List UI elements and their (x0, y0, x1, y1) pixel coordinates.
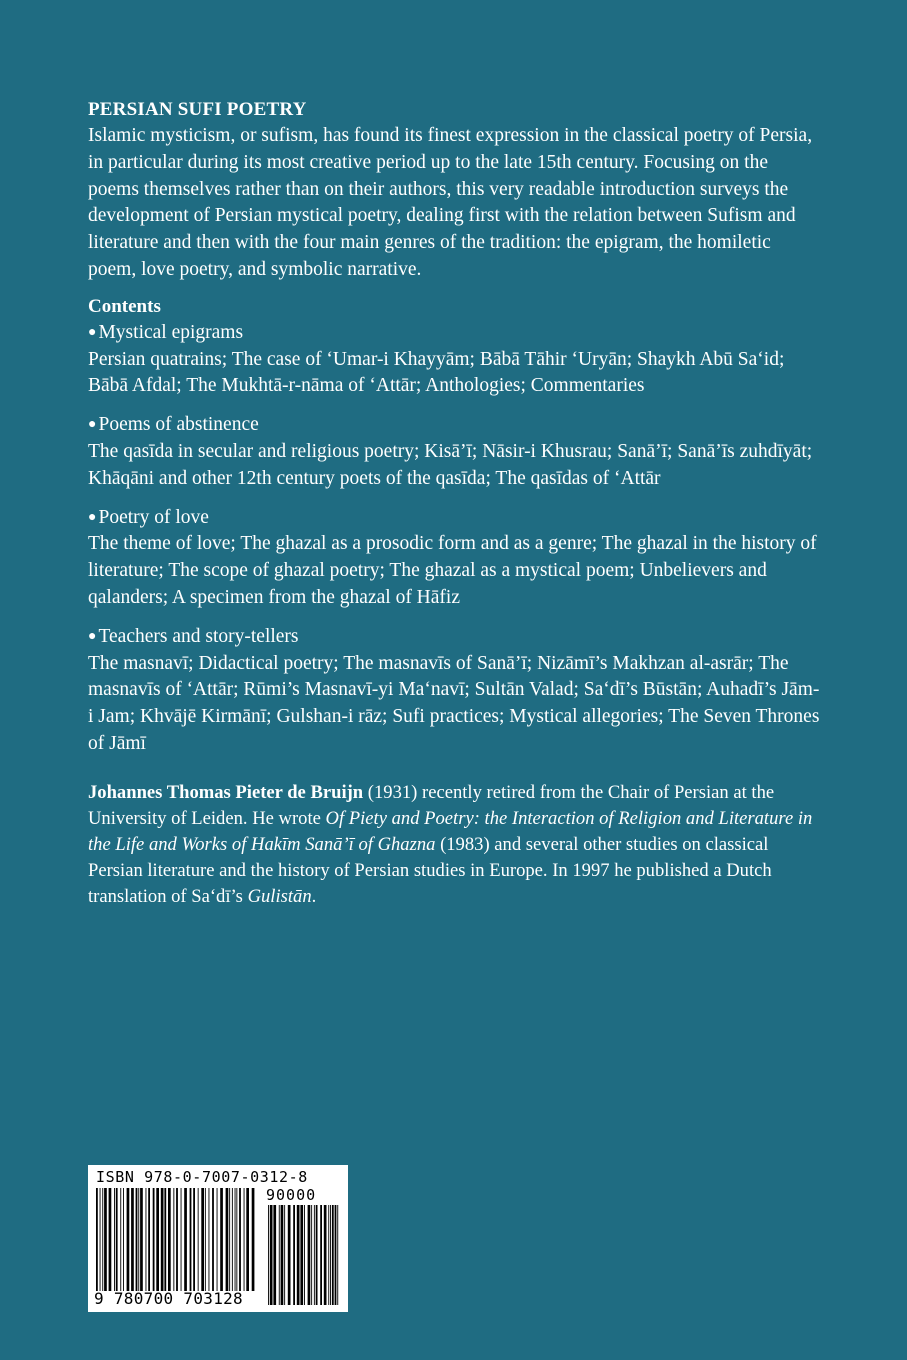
author-bio: Johannes Thomas Pieter de Bruijn (1931) recently retired from the Chair of Persian at the University of Leiden. He wrote Of Piety and Poetry: the Interaction of Religion and Literature in the Life and Works of Hakīm Sanā’ī of Ghazna (1983) and several other studies on classical Persian literature and the history of Persian studies in Europe. In 1997 he published a Dutch translation of Sa‘dī’s Gulistān. (88, 781, 813, 907)
book-reference: Of Piety and Poetry: the Interaction of Religion and Literature in the Life and Works of Hakīm Sanā’ī of Ghazna (88, 807, 813, 855)
barcode-bars (96, 1188, 256, 1291)
bullet-icon: ● (88, 417, 97, 433)
isbn-number: ISBN 978-0-7007-0312-8 (96, 1168, 308, 1186)
section-body: The qasīda in secular and religious poetry; Kisā’ī; Nāsir-i Khusrau; Sanā’ī; Sanā’īs zuhdīyāt; Khāqāni and other 12th century poets of the qasīda; The qasīdas of ‘Attār (88, 440, 813, 489)
section-title: ● Mystical epigrams (88, 321, 244, 343)
contents-heading: Contents (88, 295, 161, 317)
section-body: Persian quatrains; The case of ‘Umar-i Khayyām; Bābā Tāhir ‘Uryān; Shaykh Abū Sa‘id; Bābā Afdal; The Mukhtā-r-nāma of ‘Attār; Anthologies; Commentaries (88, 348, 785, 397)
price-addon-bars (268, 1205, 340, 1305)
intro-paragraph: Islamic mysticism, or sufism, has found its finest expression in the classical poetry of Persia, in particular during its most creative period up to the late 15th century. Focusing on the poems themselves rather than on their authors, this very readable introduction surveys the development of Persian mystical poetry, dealing first with the relation between Sufism and literature and then with the four main genres of the tradition: the epigram, the homiletic poem, love poetry, and symbolic narrative. (88, 125, 813, 280)
author-name: Johannes Thomas Pieter de Bruijn (88, 781, 364, 803)
back-cover-text (88, 97, 823, 910)
bullet-icon: ● (88, 628, 97, 644)
bullet-icon: ● (88, 509, 97, 525)
section-body: The masnavī; Didactical poetry; The masnavīs of Sanā’ī; Nizāmī’s Makhzan al-asrār; The masnavīs of ‘Attār; Rūmi’s Masnavī-yi Ma‘navī; Sultān Valad; Sa‘dī’s Būstān; Auhadī’s Jām-i Jam; Khvājē Kirmānī; Gulshan-i rāz; Sufi practices; Mystical allegories; The Seven Thrones of Jāmī (88, 652, 820, 754)
bullet-icon: ● (88, 324, 97, 340)
book-title: PERSIAN SUFI POETRY (88, 99, 307, 120)
contents-section (88, 505, 823, 612)
book-reference: Gulistān (247, 885, 312, 907)
price-addon-digits: 90000 (266, 1186, 317, 1204)
section-title: ● Poetry of love (88, 506, 209, 528)
isbn-barcode (88, 1165, 348, 1312)
ean-digits: 9 780700 703128 (94, 1289, 243, 1308)
contents-section (88, 412, 823, 492)
contents-section (88, 624, 823, 758)
section-body: The theme of love; The ghazal as a prosodic form and as a genre; The ghazal in the history of literature; The scope of ghazal poetry; The ghazal as a mystical poem; Unbelievers and qalanders; A specimen from the ghazal of Hāfiz (88, 533, 817, 608)
contents-section (88, 320, 823, 400)
section-title: ● Poems of abstinence (88, 414, 259, 436)
section-title: ● Teachers and story-tellers (88, 625, 299, 647)
